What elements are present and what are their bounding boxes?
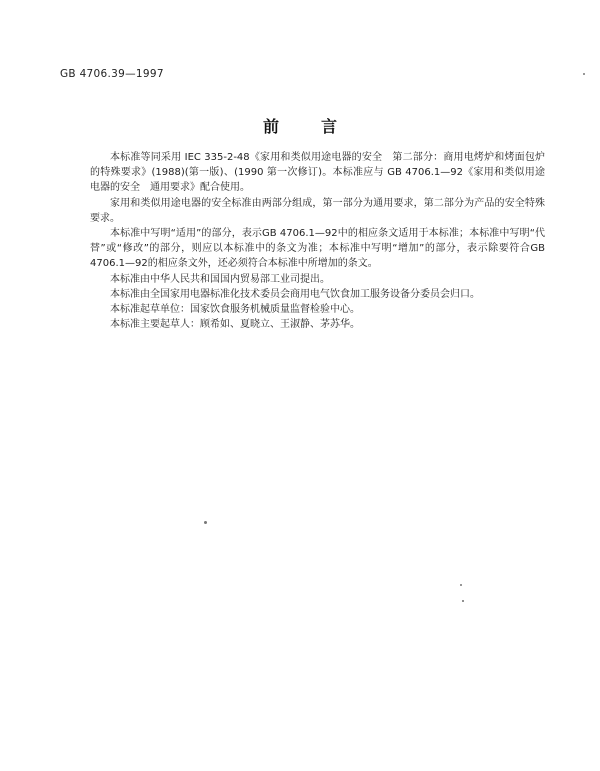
foreword-body bbox=[90, 150, 545, 332]
paragraph-drafters: 本标准主要起草人：顾希如、夏晓立、王淑静、茅苏华。 bbox=[110, 319, 360, 331]
paragraph-composition: 家用和类似用途电器的安全标准由两部分组成，第一部分为通用要求，第二部分为产品的安全特殊要求。 bbox=[90, 197, 545, 224]
scan-speck bbox=[583, 73, 585, 75]
paragraph-clause-usage: 本标准中写明“适用”的部分，表示GB 4706.1—92中的相应条文适用于本标准；本标准中写明“代替”或“修改”的部分，则应以本标准中的条文为准；本标准中写明“增加”的部分，表示除要符合GB 4706.1—92的相应条文外，还必须符合本标准中所增加的条文。 bbox=[90, 228, 545, 270]
standard-number: GB 4706.39—1997 bbox=[60, 68, 164, 80]
paragraph-drafting-unit: 本标准起草单位：国家饮食服务机械质量监督检验中心。 bbox=[110, 304, 360, 316]
scan-speck bbox=[460, 584, 462, 586]
paragraph-proposer: 本标准由中华人民共和国国内贸易部工业司提出。 bbox=[110, 273, 330, 285]
scan-speck bbox=[462, 600, 464, 602]
paragraph-adoption: 本标准等同采用 IEC 335-2-48《家用和类似用途电器的安全 第二部分：商用电烤炉和烤面包炉的特殊要求》(1988)(第一版)、(1990 第一次修订)。本标准应与 GB 4706.1—92《家用和类似用途电器的安全 通用要求》配合使用。 bbox=[90, 152, 545, 194]
paragraph-committee: 本标准由全国家用电器标准化技术委员会商用电气饮食加工服务设备分委员会归口。 bbox=[110, 288, 480, 300]
scan-speck bbox=[204, 521, 207, 524]
page-title: 前言 bbox=[262, 117, 379, 136]
